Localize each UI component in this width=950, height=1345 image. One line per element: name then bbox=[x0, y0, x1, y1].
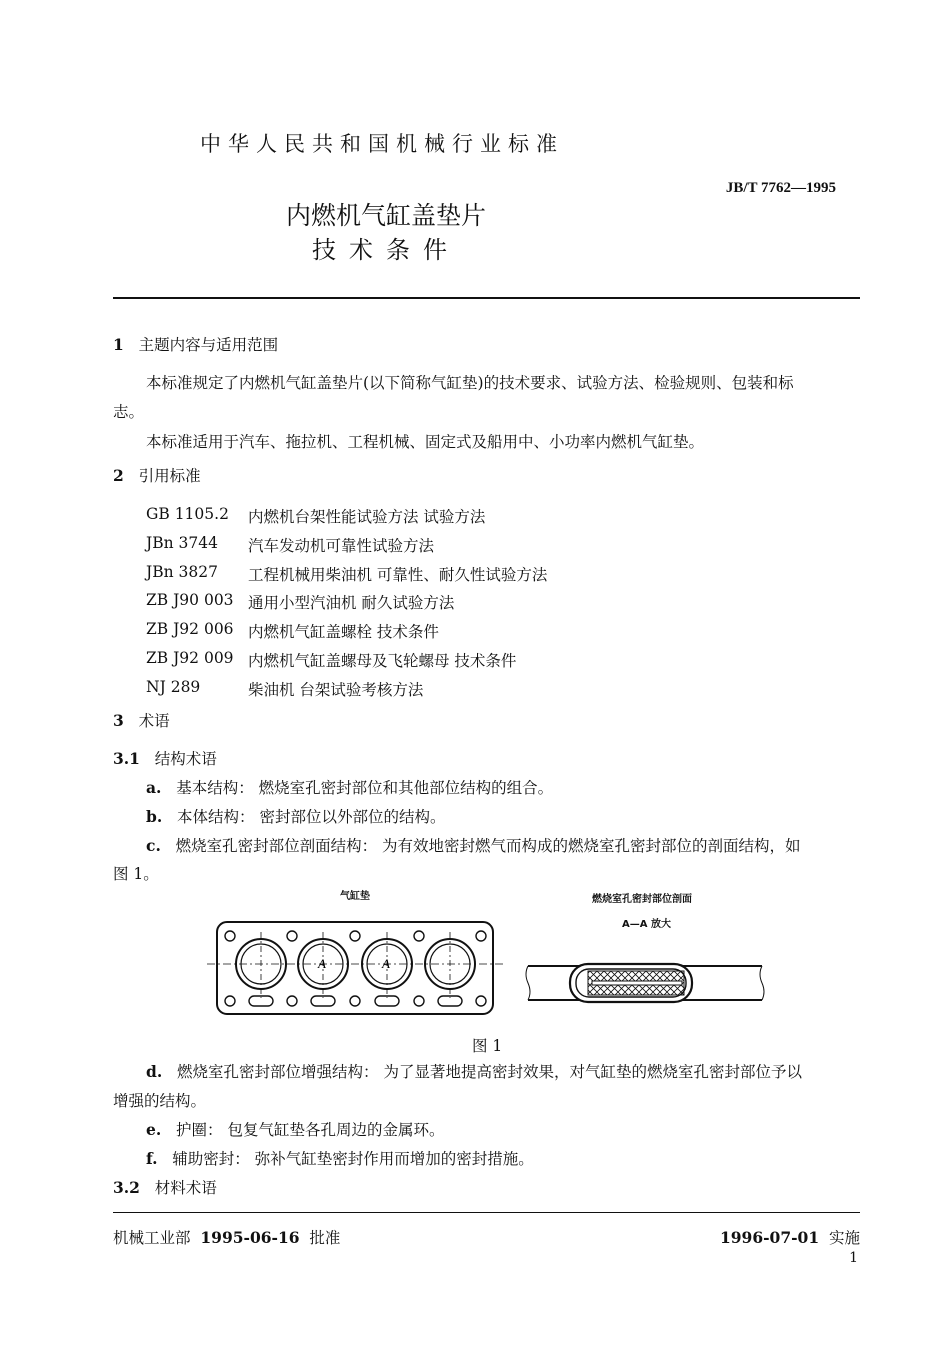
cylinder-gasket-drawing bbox=[205, 910, 505, 1025]
implementation-line bbox=[720, 1226, 860, 1248]
list-item-b bbox=[146, 807, 445, 827]
reference-code: JBn 3744 bbox=[146, 534, 218, 552]
section-number: 2 bbox=[113, 466, 124, 485]
item-text: 燃烧室孔密封部位增强结构： 为了显著地提高密封效果，对气缸垫的燃烧室孔密封部位予以 bbox=[177, 1063, 802, 1081]
reference-code: GB 1105.2 bbox=[146, 505, 229, 523]
paragraph-line: 志。 bbox=[113, 403, 145, 421]
reference-code: ZB J90 003 bbox=[146, 591, 234, 609]
header-rule bbox=[113, 297, 860, 299]
list-item-d bbox=[146, 1062, 802, 1082]
standard-code: JB/T 7762—1995 bbox=[725, 180, 836, 196]
section-title: 主题内容与适用范围 bbox=[138, 336, 279, 354]
item-label: a. bbox=[146, 778, 162, 797]
figure-right-caption: 燃烧室孔密封部位剖面 bbox=[592, 894, 692, 905]
reference-title: 内燃机气缸盖螺母及飞轮螺母 技术条件 bbox=[248, 652, 517, 670]
approval-line bbox=[113, 1226, 340, 1248]
item-label: f. bbox=[146, 1149, 158, 1168]
reference-title: 汽车发动机可靠性试验方法 bbox=[248, 537, 435, 555]
item-label: b. bbox=[146, 807, 163, 826]
page-number: 1 bbox=[849, 1250, 858, 1266]
list-item-a bbox=[146, 778, 553, 798]
list-item-e bbox=[146, 1120, 444, 1140]
reference-title: 柴油机 台架试验考核方法 bbox=[248, 681, 424, 699]
section-title: 术语 bbox=[138, 712, 170, 730]
seal-section-drawing bbox=[520, 950, 770, 1015]
figure-left-caption: 气缸垫 bbox=[340, 891, 370, 902]
list-item-c bbox=[146, 836, 801, 856]
reference-title: 工程机械用柴油机 可靠性、耐久性试验方法 bbox=[248, 566, 548, 584]
reference-title: 内燃机台架性能试验方法 试验方法 bbox=[248, 508, 486, 526]
subsection-title: 结构术语 bbox=[154, 750, 217, 768]
paragraph-line: 本标准规定了内燃机气缸盖垫片(以下简称气缸垫)的技术要求、试验方法、检验规则、包装和标 bbox=[146, 374, 794, 392]
section-marker: A bbox=[318, 956, 326, 971]
section-2-heading bbox=[113, 466, 201, 486]
figure-right-subcaption: A—A 放大 bbox=[622, 919, 671, 930]
paragraph-line: 本标准适用于汽车、拖拉机、工程机械、固定式及船用中、小功率内燃机气缸垫。 bbox=[146, 433, 705, 451]
reference-code: JBn 3827 bbox=[146, 563, 218, 581]
item-text: 本体结构： 密封部位以外部位的结构。 bbox=[177, 808, 446, 826]
item-text: 护圈： 包复气缸垫各孔周边的金属环。 bbox=[176, 1121, 445, 1139]
item-label: c. bbox=[146, 836, 161, 855]
standard-type-heading: 中华人民共和国机械行业标准 bbox=[200, 132, 564, 156]
section-title: 引用标准 bbox=[138, 467, 201, 485]
item-label: d. bbox=[146, 1062, 163, 1081]
reference-title: 内燃机气缸盖螺栓 技术条件 bbox=[248, 623, 439, 641]
section-1-heading bbox=[113, 335, 278, 355]
section-marker: A bbox=[382, 956, 390, 971]
document-subtitle: 技术条件 bbox=[312, 236, 460, 264]
section-number: 3 bbox=[113, 711, 124, 730]
subsection-number: 3.2 bbox=[113, 1178, 140, 1197]
implementation-word: 实施 bbox=[828, 1229, 860, 1247]
subsection-3-1-heading bbox=[113, 749, 217, 769]
subsection-number: 3.1 bbox=[113, 749, 140, 768]
reference-code: NJ 289 bbox=[146, 678, 201, 696]
list-item-f bbox=[146, 1149, 534, 1169]
item-text: 辅助密封： 弥补气缸垫密封作用而增加的密封措施。 bbox=[172, 1150, 534, 1168]
document-title: 内燃机气缸盖垫片 bbox=[285, 201, 486, 230]
section-number: 1 bbox=[113, 335, 124, 354]
issuer: 机械工业部 bbox=[113, 1229, 191, 1247]
figure-label: 图 1 bbox=[472, 1037, 503, 1055]
list-item-c-continuation: 图 1。 bbox=[113, 865, 159, 883]
footer-rule bbox=[113, 1212, 860, 1213]
item-text: 燃烧室孔密封部位剖面结构： 为有效地密封燃气而构成的燃烧室孔密封部位的剖面结构，如 bbox=[175, 837, 801, 855]
approval-word: 批准 bbox=[309, 1229, 341, 1247]
approval-date: 1995-06-16 bbox=[200, 1228, 300, 1247]
reference-code: ZB J92 009 bbox=[146, 649, 234, 667]
subsection-title: 材料术语 bbox=[154, 1179, 217, 1197]
implementation-date: 1996-07-01 bbox=[719, 1228, 820, 1247]
reference-title: 通用小型汽油机 耐久试验方法 bbox=[248, 594, 455, 612]
reference-code: ZB J92 006 bbox=[146, 620, 234, 638]
subsection-3-2-heading bbox=[113, 1178, 217, 1198]
item-label: e. bbox=[146, 1120, 162, 1139]
section-3-heading bbox=[113, 711, 170, 731]
item-text: 基本结构： 燃烧室孔密封部位和其他部位结构的组合。 bbox=[176, 779, 554, 797]
list-item-d-continuation: 增强的结构。 bbox=[113, 1092, 207, 1110]
